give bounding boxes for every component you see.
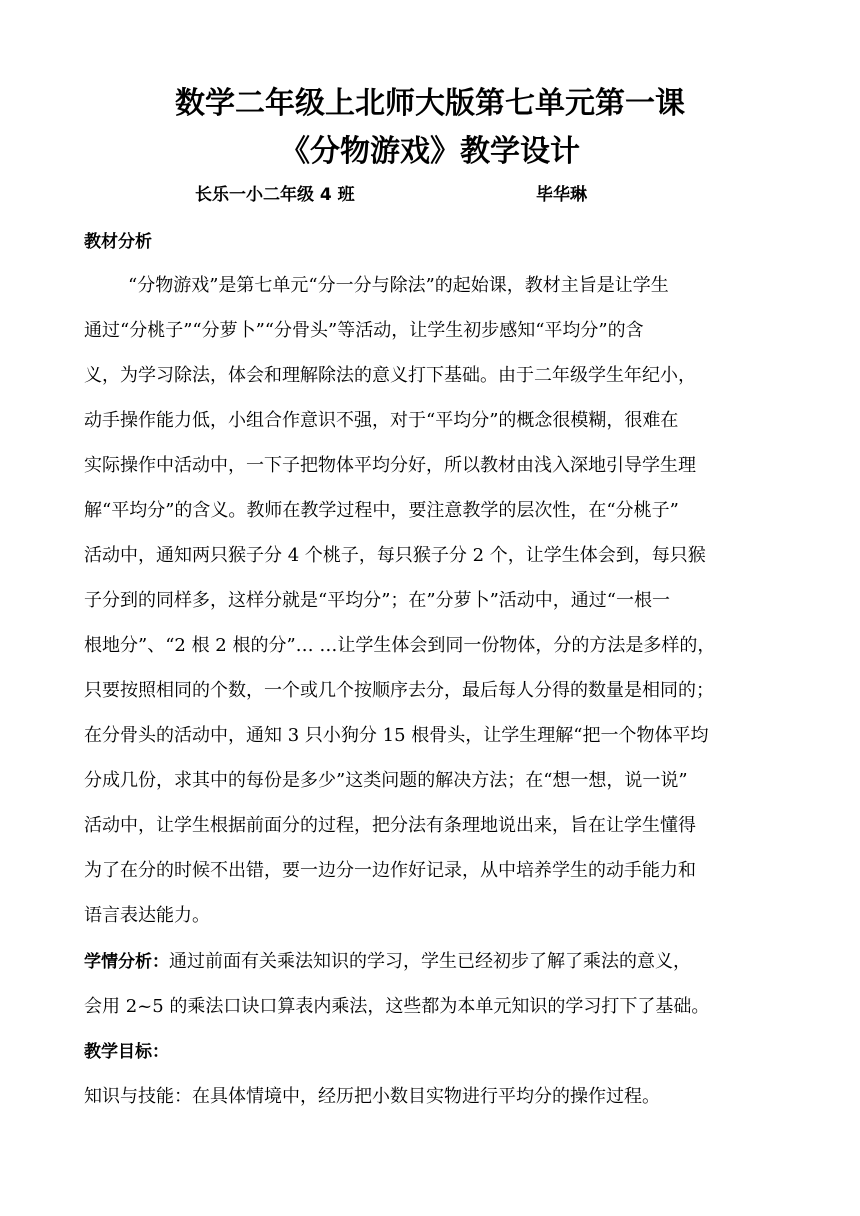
section-heading-teaching-goals: 教学目标： xyxy=(84,1042,169,1062)
author-name: 毕华琳 xyxy=(536,185,587,205)
paragraph-line: “分物游戏”是第七单元“分一分与除法”的起始课，教材主旨是让学生 xyxy=(128,275,669,296)
paragraph-line: 动手操作能力低，小组合作意识不强，对于“平均分”的概念很模糊，很难在 xyxy=(84,410,679,431)
paragraph-line: 子分到的同样多，这样分就是“平均分”；在”分萝卜”活动中，通过“一根一 xyxy=(84,590,671,611)
paragraph-line: 根地分”、“2 根 2 根的分”… …让学生体会到同一份物体，分的方法是多样的， xyxy=(84,635,716,656)
paragraph-line: 只要按照相同的个数，一个或几个按顺序去分，最后每人分得的数量是相同的； xyxy=(84,680,714,701)
paragraph-line: 分成几份，求其中的每份是多少”这类问题的解决方法；在“想一想，说一说” xyxy=(84,770,688,791)
paragraph-line: 活动中，让学生根据前面分的过程，把分法有条理地说出来，旨在让学生懂得 xyxy=(84,815,696,836)
document-title-line2: 《分物游戏》教学设计 xyxy=(280,134,580,169)
school-class-label: 长乐一小二年级 4 班 xyxy=(195,185,355,205)
section-heading-material-analysis: 教材分析 xyxy=(84,232,152,252)
paragraph-line: 义，为学习除法，体会和理解除法的意义打下基础。由于二年级学生年纪小， xyxy=(84,365,696,386)
paragraph-line: 知识与技能：在具体情境中，经历把小数目实物进行平均分的操作过程。 xyxy=(84,1086,660,1107)
paragraph-line: 会用 2~5 的乘法口诀口算表内乘法，这些都为本单元知识的学习打下了基础。 xyxy=(84,996,710,1017)
paragraph-line: 活动中，通知两只猴子分 4 个桃子，每只猴子分 2 个，让学生体会到，每只猴 xyxy=(84,545,706,566)
paragraph-line: 实际操作中活动中，一下子把物体平均分好，所以教材由浅入深地引导学生理 xyxy=(84,455,696,476)
paragraph-line: 通过“分桃子”“分萝卜”“分骨头”等活动，让学生初步感知“平均分”的含 xyxy=(84,320,644,341)
learning-analysis-text: 通过前面有关乘法知识的学习，学生已经初步了解了乘法的意义， xyxy=(169,951,691,972)
paragraph-line: 语言表达能力。 xyxy=(84,905,210,926)
learning-analysis-line1 xyxy=(84,949,784,975)
section-heading-learning-analysis: 学情分析： xyxy=(84,952,169,972)
paragraph-line: 在分骨头的活动中，通知 3 只小狗分 15 根骨头，让学生理解“把一个物体平均 xyxy=(84,725,709,746)
document-title-line1: 数学二年级上北师大版第七单元第一课 xyxy=(175,86,685,121)
paragraph-line: 解“平均分”的含义。教师在教学过程中，要注意教学的层次性，在“分桃子” xyxy=(84,500,679,521)
paragraph-line: 为了在分的时候不出错，要一边分一边作好记录，从中培养学生的动手能力和 xyxy=(84,860,696,881)
